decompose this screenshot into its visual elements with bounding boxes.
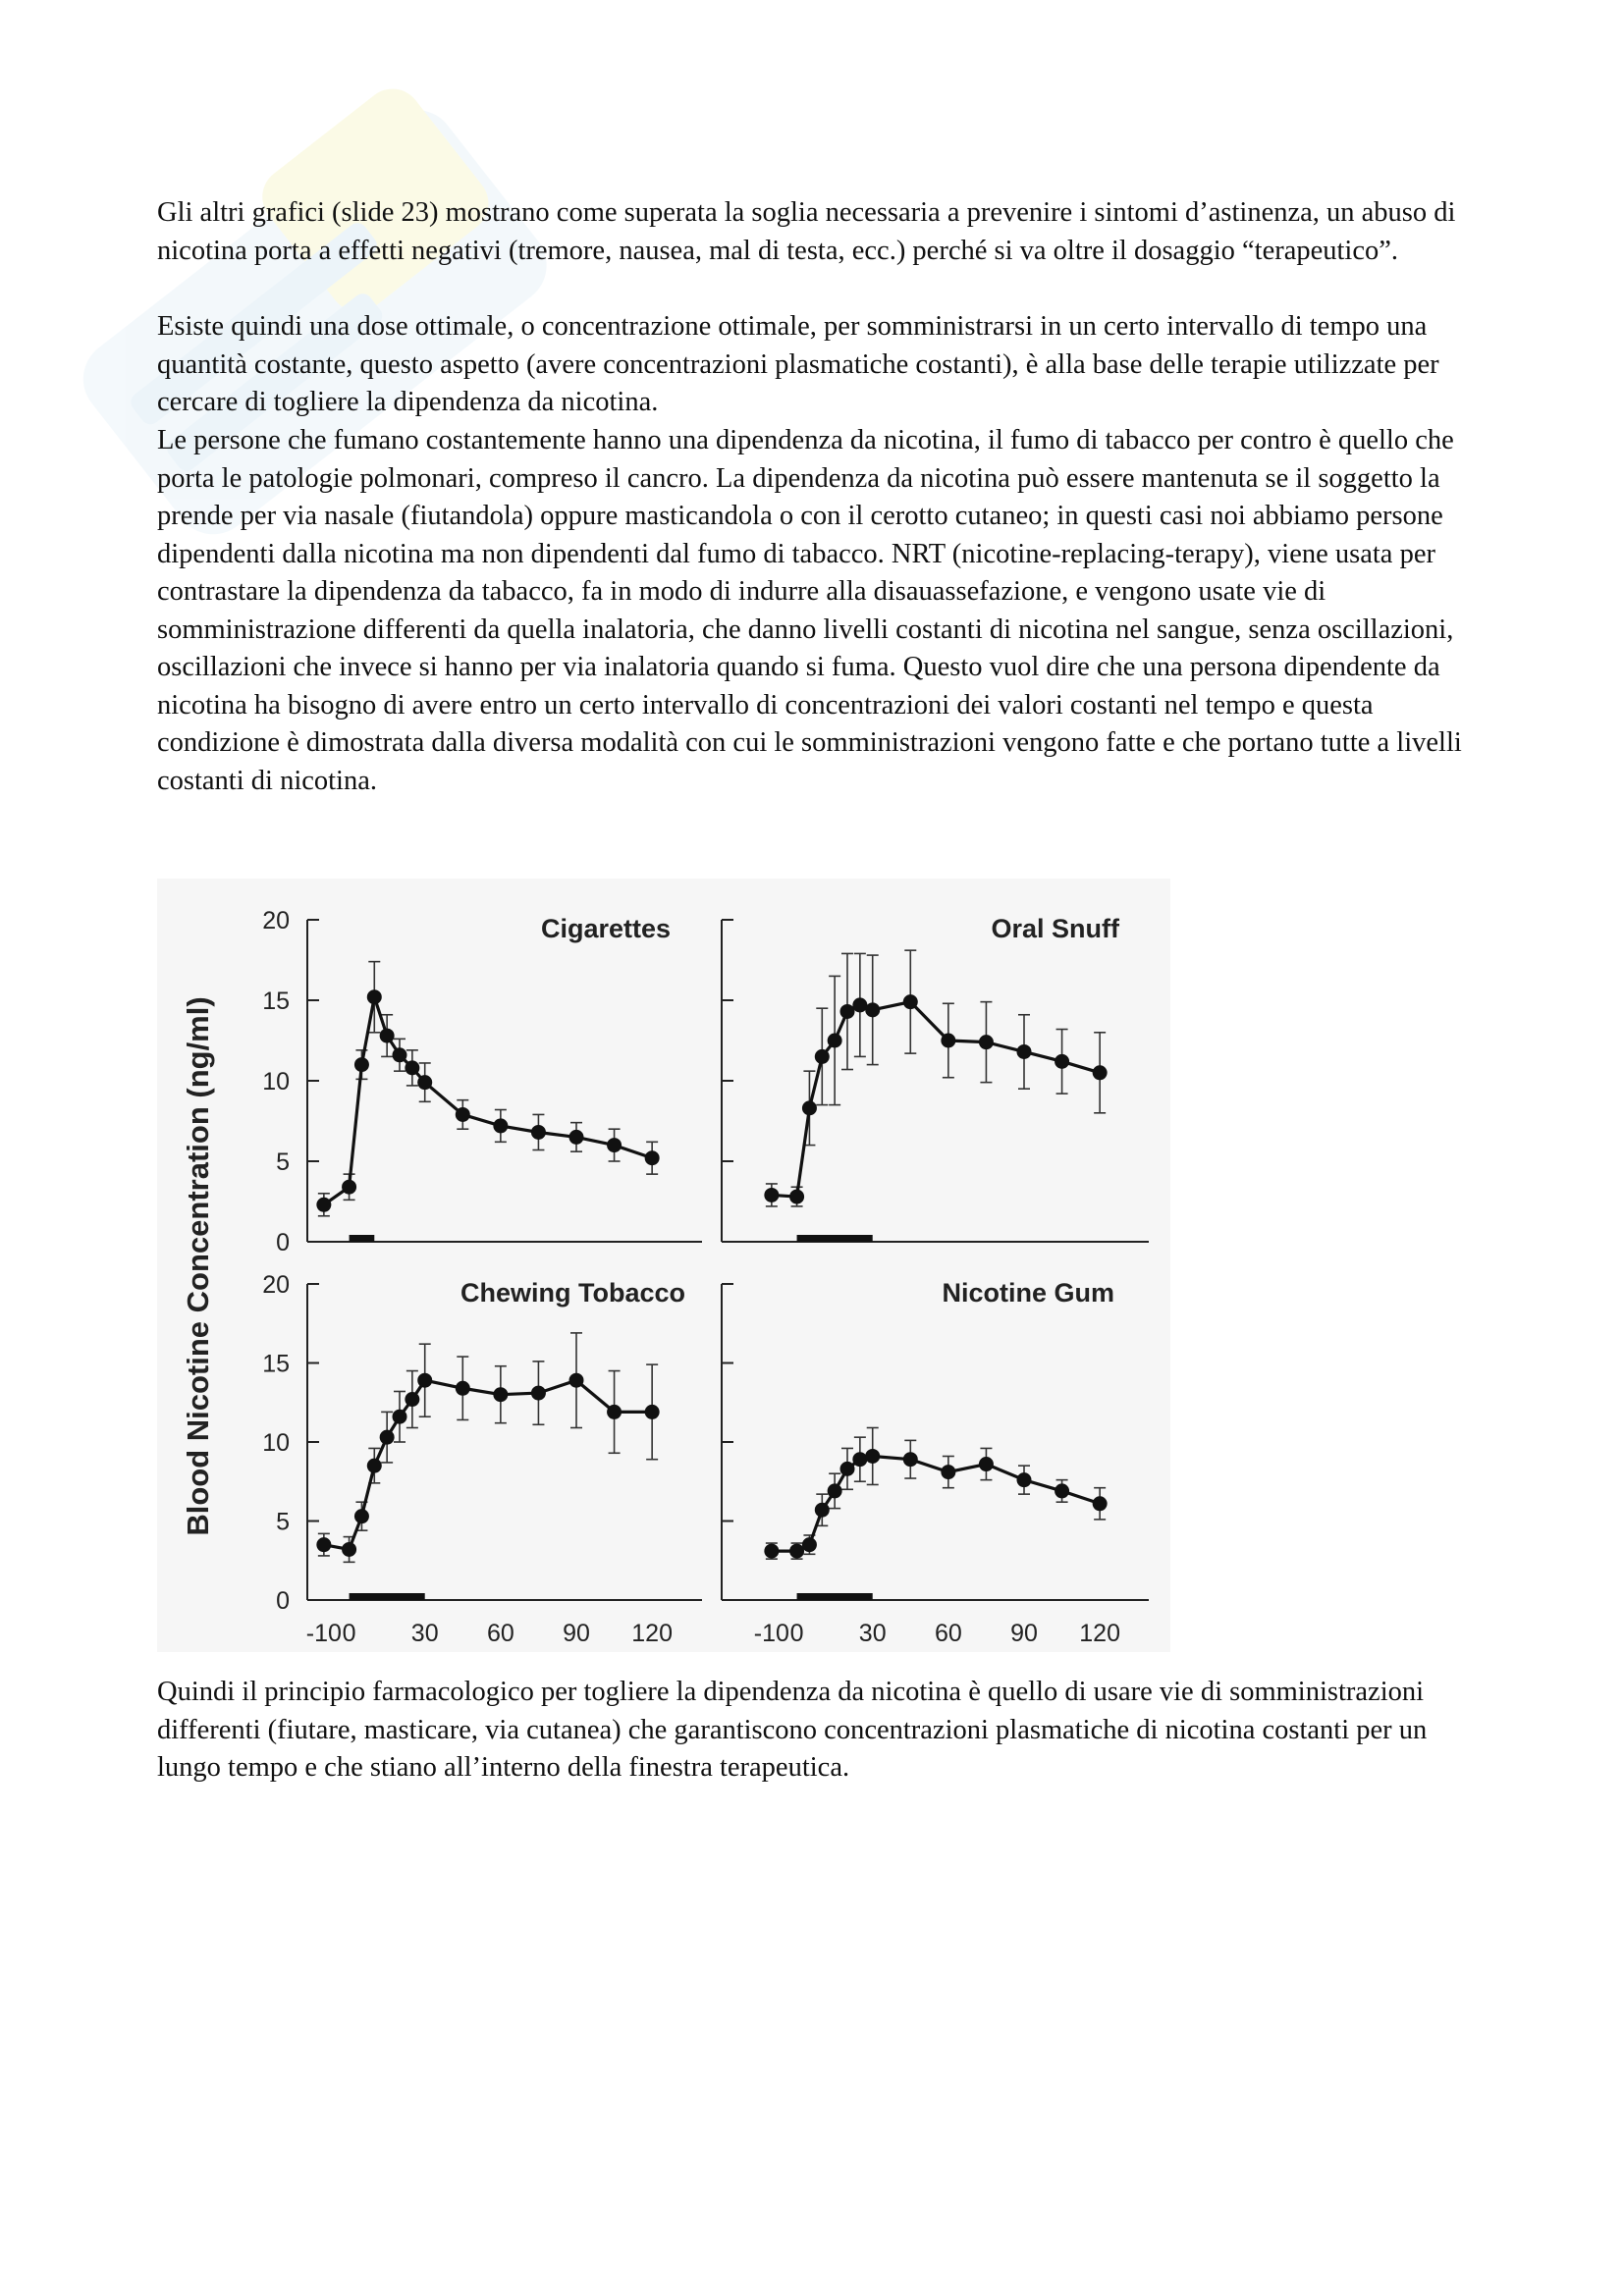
panel-3-data-point <box>417 1373 432 1388</box>
panel-3-y-tick-label: 0 <box>276 1587 290 1615</box>
panel-1-series-line <box>324 997 652 1205</box>
panel-4-title: Nicotine Gum <box>942 1278 1114 1308</box>
panel-2-data-point <box>789 1190 804 1204</box>
panel-1-y-tick-label: 5 <box>276 1148 290 1176</box>
panel-4-data-point <box>941 1465 955 1479</box>
panel-4-data-point <box>1055 1483 1069 1498</box>
panel-3-y-tick-label: 5 <box>276 1508 290 1536</box>
panel-3-data-point <box>569 1373 584 1388</box>
panel-2-data-point <box>828 1034 842 1048</box>
paragraph-3: Le persone che fumano costantemente hanno una dipendenza da nicotina, il fumo di tabacco per contro è quello che porta le patologie polmonari, compreso il cancro. La dipendenza da nicotina può essere mantenuta se il soggetto la prende per via nasale (fiutandola) oppure masticandola o con il cerotto cutaneo; in questi casi noi abbiamo persone dipendenti dalla nicotina ma non dipendenti dal fumo di tabacco. NRT (nicotine-replacing-terapy), viene usata per contrastare la dipendenza da tabacco, fa in modo di indurre alla disauassefazione, e vengono usate vie di somministrazione differenti da quella inalatoria, che danno livelli costanti di nicotina nel sangue, senza oscillazioni, oscillazioni che invece si hanno per via inalatoria quando si fuma. Questo vuol dire che una persona dipendente da nicotina ha bisogno di avere entro un certo intervallo di concentrazioni dei valori costanti nel tempo e questa condizione è dimostrata dalla diversa modalità con cui le somministrazioni vengono fatte e che portano tutte a livelli costanti di nicotina. <box>157 425 1462 796</box>
panel-2-data-point <box>865 1002 880 1017</box>
panel-3-data-point <box>367 1459 382 1473</box>
panel-4-x-tick-label: 0 <box>789 1620 804 1647</box>
panel-3-y-tick-label: 10 <box>262 1429 290 1457</box>
panel-2-series-line <box>772 1002 1100 1197</box>
panel-1-data-point <box>405 1060 419 1075</box>
panel-1-y-tick-label: 0 <box>276 1229 290 1256</box>
panel-1-data-point <box>569 1130 584 1145</box>
panel-2-data-point <box>815 1049 830 1064</box>
panel-1-title: Cigarettes <box>540 914 671 943</box>
panel-2-data-point <box>979 1035 994 1049</box>
panel-4-data-point <box>840 1462 855 1476</box>
panel-1-y-tick-label: 10 <box>262 1068 290 1095</box>
paragraph-1: Gli altri grafici (slide 23) mostrano come superata la soglia necessaria a prevenire i sintomi d’astinenza, un abuso di nicotina porta a effetti negativi (tremore, nausea, mal di testa, ecc.) perché si va oltre il dosaggio “terapeutico”. <box>157 197 1456 266</box>
y-axis-label: Blood Nicotine Concentration (ng/ml) <box>181 996 215 1536</box>
panel-1-data-point <box>354 1057 369 1072</box>
panel-1-data-point <box>417 1075 432 1090</box>
panel-4-data-point <box>1017 1472 1032 1487</box>
paragraph-4: Quindi il principio farmacologico per togliere la dipendenza da nicotina è quello di usare vie di somministrazioni differenti (fiutare, masticare, via cutanea) che garantiscono concentrazioni plasmatiche di nicotina costanti per un lungo tempo e che stiano all’interno della finestra terapeutica. <box>157 1677 1428 1783</box>
panel-1-data-point <box>380 1029 395 1043</box>
panel-1-data-point <box>645 1150 660 1165</box>
panel-2-data-point <box>1093 1065 1108 1080</box>
panel-3-data-point <box>342 1542 356 1557</box>
panel-3-data-point <box>456 1381 470 1396</box>
panel-2-exposure-bar <box>797 1235 873 1242</box>
panel-3-data-point <box>645 1405 660 1419</box>
panel-1-data-point <box>531 1125 546 1140</box>
panel-2-title: Oral Snuff <box>991 914 1119 943</box>
panel-3-data-point <box>316 1537 331 1552</box>
panel-3-x-tick-label: 90 <box>563 1620 590 1647</box>
panel-1-data-point <box>456 1107 470 1122</box>
panel-1-exposure-bar <box>350 1235 375 1242</box>
panel-3-data-point <box>354 1509 369 1523</box>
panel-3-data-point <box>531 1386 546 1401</box>
panel-1-data-point <box>493 1118 508 1133</box>
panel-4-data-point <box>802 1537 817 1552</box>
panel-3-x-tick-label: -10 <box>305 1620 342 1647</box>
panel-4-data-point <box>979 1457 994 1471</box>
panel-2-data-point <box>802 1100 817 1115</box>
panel-3-x-tick-label: 60 <box>486 1620 514 1647</box>
panel-2-data-point <box>1055 1054 1069 1069</box>
panel-4-data-point <box>1093 1496 1108 1511</box>
panel-2-data-point <box>840 1004 855 1019</box>
panel-3-data-point <box>393 1410 407 1424</box>
nicotine-concentration-figure <box>157 879 1170 1652</box>
panel-3-data-point <box>607 1405 622 1419</box>
figure-svg <box>157 879 1170 1652</box>
panel-3-x-tick-label: 120 <box>631 1620 674 1647</box>
panel-3-y-tick-label: 20 <box>262 1271 290 1299</box>
panel-3-title: Chewing Tobacco <box>460 1278 685 1308</box>
panel-4-x-tick-label: 60 <box>934 1620 962 1647</box>
panel-2-data-point <box>852 997 867 1012</box>
panel-3-exposure-bar <box>350 1593 425 1600</box>
panel-4-data-point <box>852 1452 867 1467</box>
panel-3-data-point <box>405 1392 419 1407</box>
panel-1-data-point <box>393 1047 407 1062</box>
panel-4-exposure-bar <box>797 1593 873 1600</box>
panel-4-x-tick-label: 30 <box>858 1620 887 1647</box>
panel-4-data-point <box>865 1449 880 1464</box>
panel-1-data-point <box>607 1138 622 1152</box>
panel-4-data-point <box>789 1544 804 1559</box>
panel-4-x-tick-label: -10 <box>753 1620 789 1647</box>
panel-4-x-tick-label: 120 <box>1079 1620 1121 1647</box>
panel-4-data-point <box>815 1503 830 1518</box>
panel-1-y-tick-label: 20 <box>262 907 290 934</box>
panel-4-data-point <box>828 1483 842 1498</box>
panel-3-data-point <box>380 1430 395 1445</box>
panel-1-data-point <box>367 989 382 1004</box>
panel-1-data-point <box>316 1198 331 1212</box>
panel-1-data-point <box>342 1180 356 1195</box>
panel-2-data-point <box>903 994 918 1009</box>
panel-2-data-point <box>764 1188 779 1202</box>
panel-4-data-point <box>903 1452 918 1467</box>
panel-3-data-point <box>493 1387 508 1402</box>
paragraph-2: Esiste quindi una dose ottimale, o concentrazione ottimale, per somministrarsi in un certo intervallo di tempo una quantità costante, questo aspetto (avere concentrazioni plasmatiche costanti), è alla base delle terapie utilizzate per cercare di togliere la dipendenza da nicotina. <box>157 311 1439 417</box>
panel-3-y-tick-label: 15 <box>262 1350 290 1378</box>
panel-1-y-tick-label: 15 <box>262 988 290 1015</box>
panel-4-x-tick-label: 90 <box>1010 1620 1038 1647</box>
panel-4-data-point <box>764 1544 779 1559</box>
panel-3-x-tick-label: 30 <box>410 1620 439 1647</box>
panel-2-data-point <box>1017 1044 1032 1059</box>
panel-2-data-point <box>941 1034 955 1048</box>
panel-3-x-tick-label: 0 <box>342 1620 356 1647</box>
